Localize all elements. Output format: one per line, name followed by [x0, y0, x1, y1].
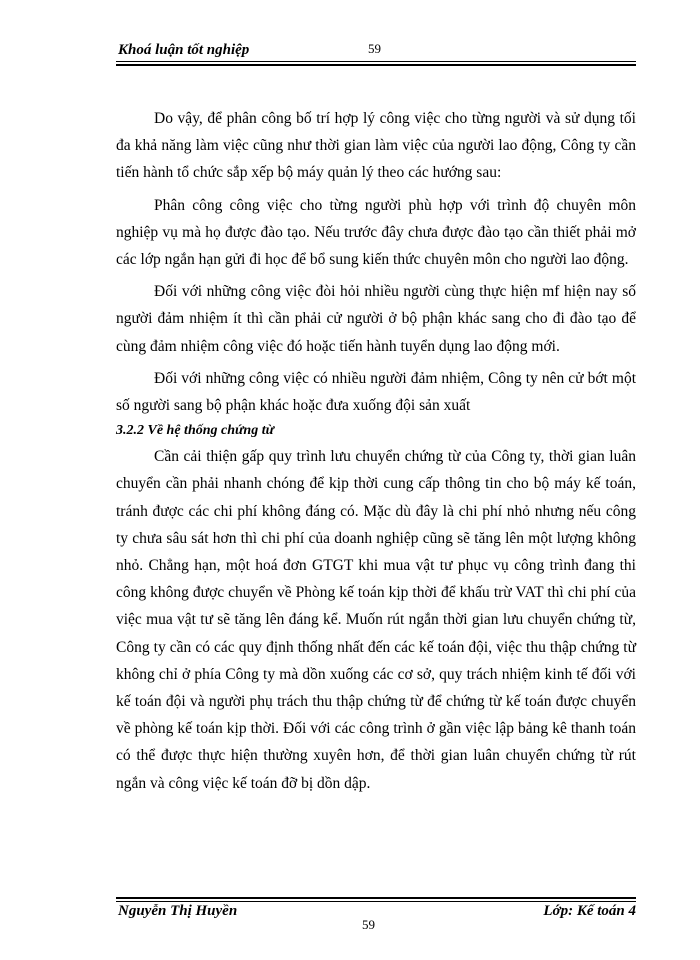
header-page-number: 59 [368, 41, 381, 56]
header-rule-thick [116, 64, 636, 66]
header-title: Khoá luận tốt nghiệp [118, 42, 250, 58]
paragraph: Đối với những công việc có nhiều người đảm nhiệm, Công ty nên cử bớt một số người sang bộ phận khác hoặc đưa xuống đội sản xuất [116, 369, 636, 415]
footer-rule-thick [116, 897, 636, 899]
paragraph: Phân công công việc cho từng người phù hợp với trình độ chuyên môn nghiệp vụ mà họ được đào tạo. Nếu trước đây chưa được đào tạo cần thiết phải mở các lớp ngắn hạn gửi đi học để bổ sung kiến thức chuyên môn cho người lao động. [116, 196, 636, 269]
document-body [116, 105, 636, 797]
page-footer [118, 903, 636, 943]
footer-rule-thin [116, 901, 636, 902]
header-rule-thin [116, 61, 636, 62]
page-header [118, 40, 636, 62]
paragraph: Đối với những công việc đòi hỏi nhiều người cùng thực hiện mf hiện nay số người đảm nhiệm ít thì cần phải cử người ở bộ phận khác sang cho đi đào tạo để cùng đảm nhiệm công việc đó hoặc tiến hành tuyển dụng lao động mới. [116, 283, 636, 355]
footer-author: Nguyễn Thị Huyền [118, 903, 238, 919]
footer-class-label: Lớp: Kế toán 4 [543, 903, 636, 919]
section-heading: 3.2.2 Về hệ thống chứng từ [116, 423, 274, 439]
footer-page-number: 59 [362, 917, 375, 932]
paragraph: Do vậy, để phân công bố trí hợp lý công việc cho từng người và sử dụng tối đa khả năng làm việc cũng như thời gian làm việc của người lao động, Công ty cần tiến hành tổ chức sắp xếp bộ máy quản lý theo các hướng sau: [116, 110, 636, 182]
section-paragraph: Cần cải thiện gấp quy trình lưu chuyển chứng từ của Công ty, thời gian luân chuyển cần phải nhanh chóng để kịp thời cung cấp thông tin cho bộ máy kế toán, tránh được các chi phí không đáng có. Mặc dù đây là chi phí nhỏ nhưng nếu công ty chưa sâu sát hơn thì chi phí của doanh nghiệp cũng sẽ tăng lên một lượng không nhỏ. Chẳng hạn, một hoá đơn GTGT khi mua vật tư phục vụ công trình đang thi công không được chuyển về Phòng kế toán kịp thời để khấu trừ VAT thì chi phí của việc mua vật tư sẽ tăng lên đáng kể. Muốn rút ngắn thời gian lưu chuyển chứng từ, Công ty cần có các quy định thống nhất đến các kế toán đội, việc thu thập chứng từ không chỉ ở phía Công ty mà dồn xuống các cơ sở, quy trách nhiệm kinh tế đối với kế toán đội và người phụ trách thu thập chứng từ để chứng từ kế toán được chuyển về phòng kế toán kịp thời. Đối với các công trình ở gần việc lập bảng kê thanh toán có thể được thực hiện thường xuyên hơn, để thời gian luân chuyển chứng từ rút ngắn và công việc kế toán đỡ bị dồn dập. [116, 448, 636, 792]
